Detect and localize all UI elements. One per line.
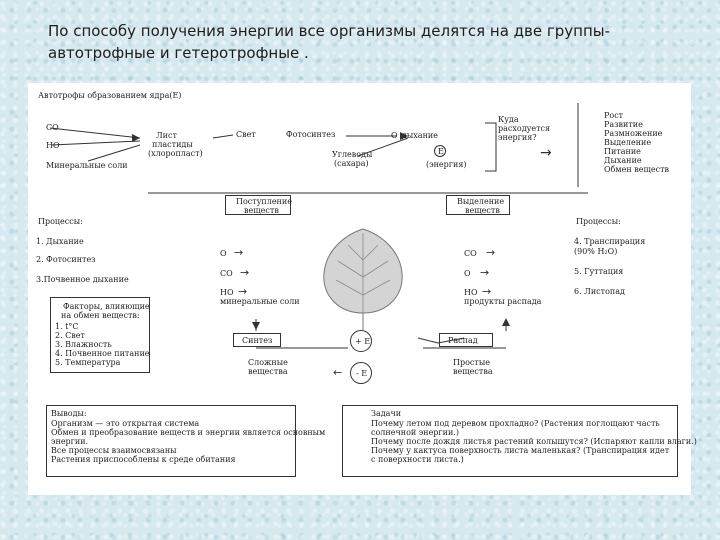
energy-use-item: Размножение xyxy=(604,129,663,138)
energy-use-item: Рост xyxy=(604,111,624,120)
conclusion-line: энергии. xyxy=(51,437,89,446)
factors-title-2: на обмен веществ: xyxy=(61,311,140,320)
autotrophs-heading: Автотрофы образованием ядра(E) xyxy=(38,91,182,100)
intake-label-2: веществ xyxy=(244,206,279,215)
synthesis-box xyxy=(233,333,281,347)
energy-use-item: Дыхание xyxy=(604,156,642,165)
factors-box xyxy=(50,297,150,373)
left-process-item: 1. Дыхание xyxy=(36,237,84,246)
decay-label: Распад xyxy=(448,336,478,345)
right-process-item: (90% H₂O) xyxy=(574,247,618,256)
arrow-right-icon: → xyxy=(480,266,490,279)
arrow-right-icon: → xyxy=(238,285,248,298)
energy-letter: E xyxy=(438,147,444,156)
left-process-item: 3.Почвенное дыхание xyxy=(36,275,129,284)
energy-use-item: Выделение xyxy=(604,138,652,147)
photosynthesis-label: Фотосинтез xyxy=(286,130,336,139)
question-line-2: расходуется xyxy=(498,124,551,133)
oxygen-top-label: O xyxy=(391,131,398,140)
right-process-item: 5. Гуттация xyxy=(574,267,624,276)
tasks-title: Задачи xyxy=(371,409,402,418)
carbs-label: Углеводы xyxy=(332,150,373,159)
decay-products: продукты распада xyxy=(464,297,542,306)
task-line: Почему летом под деревом прохладно? (Растения поглощают часть xyxy=(371,419,660,428)
factor-item: 3. Влажность xyxy=(55,340,112,349)
conclusion-line: Растения приспособлены к среде обитания xyxy=(51,455,236,464)
conclusions-box xyxy=(46,405,326,477)
output-box xyxy=(446,195,510,215)
output-water: HO xyxy=(464,288,478,297)
energy-use-item: Обмен веществ xyxy=(604,165,670,174)
energy-use-item: Развитие xyxy=(604,120,643,129)
chloroplast-label: (хлоропласт) xyxy=(148,149,203,158)
breathing-label: дыхание xyxy=(402,131,438,140)
output-label-1: Выделение xyxy=(457,197,505,206)
intake-water: HO xyxy=(220,288,234,297)
task-line: Почему у кактуса поверхность листа маленькая? (Транспирация идет xyxy=(371,446,670,455)
light-label: Свет xyxy=(236,130,256,139)
intake-co2: CO xyxy=(220,269,233,278)
right-process-item: 6. Листопад xyxy=(574,287,625,296)
output-oxygen: O xyxy=(464,269,471,278)
synthesis-label: Синтез xyxy=(242,336,273,345)
task-line: солнечной энергии.) xyxy=(371,428,459,437)
right-process-item: 4. Транспирация xyxy=(574,237,646,246)
leaf-illustration xyxy=(318,225,408,335)
complex-substances-2: вещества xyxy=(248,367,288,376)
leaf-label: Лист xyxy=(156,131,177,140)
arrow-left-icon: ← xyxy=(333,366,343,379)
plastids-label: пластиды xyxy=(152,140,193,149)
task-line: Почему после дождя листья растений колышутся? (Испаряют капли влаги.) xyxy=(371,437,697,446)
arrow-right-icon: → xyxy=(240,266,250,279)
simple-substances-1: Простые xyxy=(453,358,490,367)
minerals-label: Минеральные соли xyxy=(46,161,128,170)
intake-box xyxy=(225,195,291,215)
conclusion-line: Все процессы взаимосвязаны xyxy=(51,446,177,455)
minus-energy-circle xyxy=(350,362,372,384)
energy-label: (энергия) xyxy=(426,160,467,169)
co2-label: CO xyxy=(46,123,59,132)
conclusions-title: Выводы: xyxy=(51,409,87,418)
plus-energy-label: + E xyxy=(355,337,371,346)
sugars-label: (сахара) xyxy=(334,159,369,168)
energy-circle xyxy=(434,145,446,157)
question-line-3: энергия? xyxy=(498,133,537,142)
arrow-right-icon: → xyxy=(482,285,492,298)
slide-title-line-1: По способу получения энергии все организмы делятся на две группы- xyxy=(48,22,611,40)
arrow-right-icon: → xyxy=(234,246,244,259)
slide-title-line-2: автотрофные и гетеротрофные . xyxy=(48,44,309,62)
complex-substances-1: Сложные xyxy=(248,358,288,367)
output-label-2: веществ xyxy=(465,206,500,215)
factor-item: 1. t°C xyxy=(55,322,79,331)
task-line: с поверхности листа.) xyxy=(371,455,464,464)
intake-oxygen: O xyxy=(220,249,227,258)
conclusion-line: Организм — это открытая система xyxy=(51,419,200,428)
intake-label-1: Поступление xyxy=(236,197,292,206)
energy-use-item: Питание xyxy=(604,147,641,156)
intake-minerals: минеральные соли xyxy=(220,297,300,306)
tasks-box xyxy=(342,405,697,477)
right-processes-title: Процессы: xyxy=(576,217,621,226)
water-label: HO xyxy=(46,141,60,150)
question-line-1: Куда xyxy=(498,115,519,124)
factor-item: 4. Почвенное питание xyxy=(55,349,150,358)
conclusion-line: Обмен и преобразование веществ и энергии является основным xyxy=(51,428,326,437)
arrow-right-icon: → xyxy=(540,145,552,161)
decay-box xyxy=(439,333,493,347)
slide-title xyxy=(48,20,688,64)
factors-title-1: Факторы, влияющие xyxy=(63,302,150,311)
left-processes-title: Процессы: xyxy=(38,217,83,226)
arrow-right-icon: → xyxy=(486,246,496,259)
left-process-item: 2. Фотосинтез xyxy=(36,255,96,264)
scheme-sheet xyxy=(28,83,697,495)
factor-item: 2. Свет xyxy=(55,331,85,340)
factor-item: 5. Температура xyxy=(55,358,121,367)
simple-substances-2: вещества xyxy=(453,367,493,376)
minus-energy-label: - E xyxy=(356,369,368,378)
output-co2: CO xyxy=(464,249,477,258)
